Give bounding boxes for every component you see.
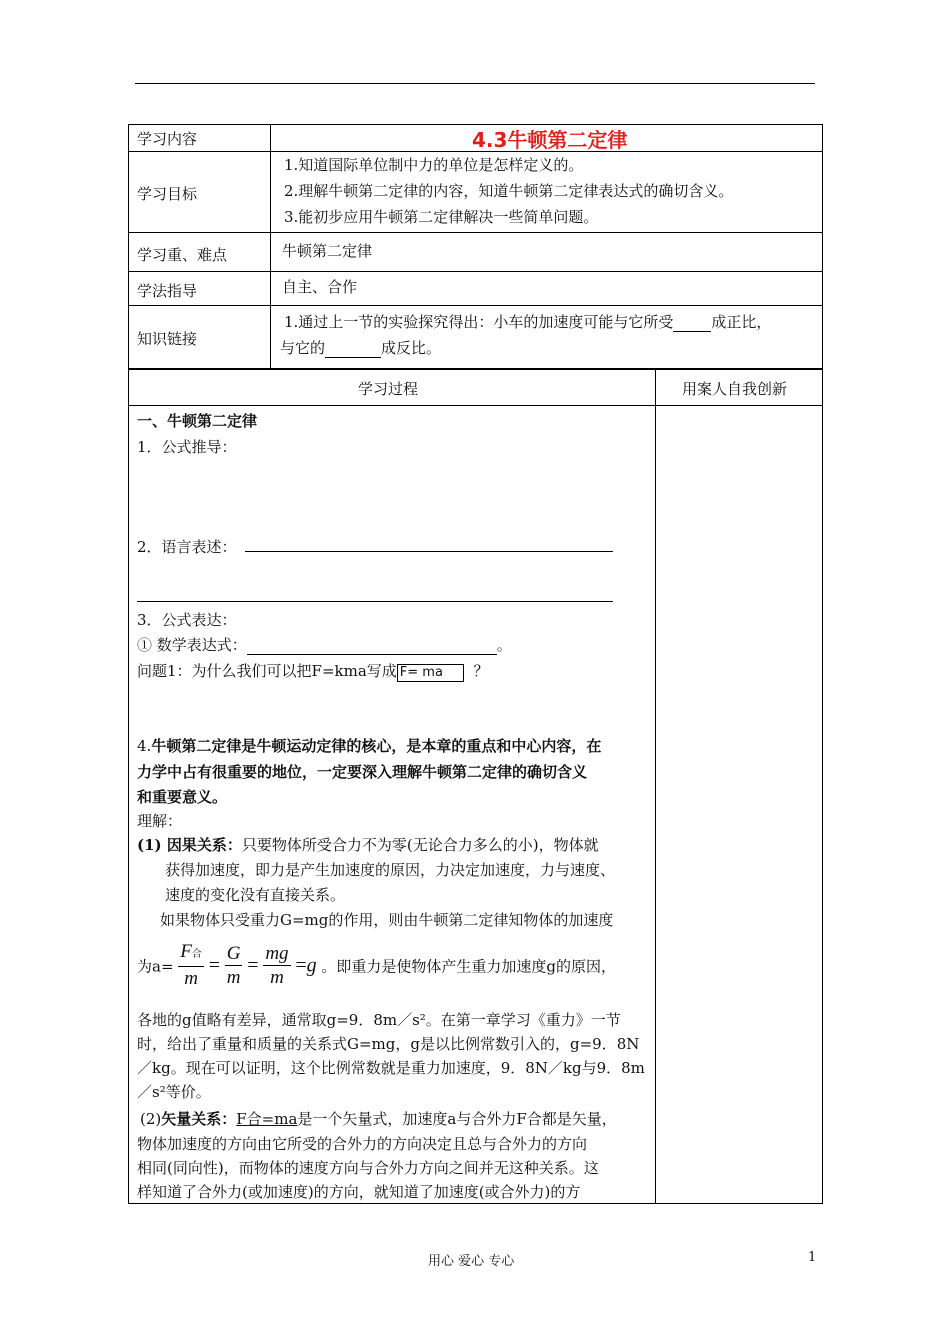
understand-label: 理解： <box>137 812 183 830</box>
vector-text: 是一个矢量式，加速度a与合外力F合都是矢量， <box>297 1110 617 1128</box>
subscript: 合 <box>191 949 202 960</box>
knowledge-link-line1 <box>284 311 771 332</box>
knowledge-text: 与它的 <box>280 339 326 357</box>
fraction-numerator: G <box>226 942 241 964</box>
fraction-F-over-m <box>178 941 204 991</box>
header-rule <box>135 83 815 84</box>
punctuation: 。 <box>496 636 512 654</box>
item-formula: 3．公式表达： <box>137 611 237 629</box>
method-content: 自主、合作 <box>282 278 358 296</box>
process-column-header: 学习过程 <box>358 380 419 398</box>
causal-para-line3: 速度的变化没有直接关系。 <box>165 886 346 904</box>
fraction-G-over-m <box>225 943 243 990</box>
table-divider <box>270 124 271 369</box>
question-text: 问题1：为什么我们可以把F=kma写成 <box>137 662 397 680</box>
item4-line3: 和重要意义。 <box>137 788 228 806</box>
symbol-F: F <box>180 941 192 962</box>
objective-item: 1.知道国际单位制中力的单位是怎样定义的。 <box>284 156 584 174</box>
fraction-denominator: m <box>226 966 241 988</box>
fraction-numerator: mg <box>265 942 289 964</box>
objective-item: 2.理解牛顿第二定律的内容，知道牛顿第二定律表达式的确切含义。 <box>284 182 734 200</box>
fill-blank <box>325 339 381 358</box>
objective-item: 3.能初步应用牛顿第二定律解决一些简单问题。 <box>284 208 599 226</box>
question-1 <box>137 660 488 682</box>
vector-number: (2) <box>140 1110 162 1128</box>
item-verbal-statement: 2．语言表述： <box>137 538 237 556</box>
causal-para-line2: 获得加速度，即力是产生加速度的原因，力决定加速度，力与速度、 <box>165 861 616 879</box>
gravity-para-line7: ／kg。现在可以证明，这个比例常数就是重力加速度，9．8N／kg与9．8m <box>137 1059 645 1077</box>
question-mark: ？ <box>473 662 489 680</box>
fraction-denominator: m <box>184 968 198 989</box>
vector-para-line4: 样知道了合外力(或加速度)的方向，就知道了加速度(或合外力)的方 <box>137 1183 581 1201</box>
item4-prefix: 4. <box>137 737 152 755</box>
vector-para-line2: 物体加速度的方向由它所受的合外力的方向决定且总与合外力的方向 <box>137 1135 588 1153</box>
knowledge-text: 成反比。 <box>381 339 442 357</box>
vector-para-line1 <box>140 1108 617 1129</box>
table-divider <box>128 305 823 306</box>
math-expression-row <box>137 634 512 655</box>
gravity-para-line8: ／s²等价。 <box>137 1083 211 1101</box>
row-label-objectives: 学习目标 <box>137 185 198 203</box>
item4-line2: 力学中占有很重要的地位，一定要深入理解牛顿第二定律的确切含义 <box>137 763 588 781</box>
keypoints-content: 牛顿第二定律 <box>282 242 373 260</box>
page-title: 4.3牛顿第二定律 <box>472 128 628 152</box>
page-number: 1 <box>808 1250 817 1265</box>
vector-label: 矢量关系： <box>161 1110 237 1128</box>
formula-after-text: 。即重力是使物体产生重力加速度g的原因， <box>321 957 617 976</box>
symbol-g: g <box>306 954 317 977</box>
equals-sign: = <box>295 954 307 977</box>
math-expression-label: ① 数学表达式： <box>137 636 247 654</box>
knowledge-text: 成正比， <box>711 313 772 331</box>
answer-line <box>245 551 613 552</box>
fill-blank <box>247 636 497 655</box>
causal-label: (1) 因果关系： <box>137 836 242 854</box>
equals-sign: = <box>247 954 259 977</box>
item4-text: 牛顿第二定律是牛顿运动定律的核心，是本章的重点和中心内容，在 <box>151 737 602 755</box>
fill-blank <box>673 313 711 332</box>
row-label-knowledge-link: 知识链接 <box>137 330 198 348</box>
row-label-keypoints: 学习重、难点 <box>137 246 228 264</box>
vector-formula: F合=ma <box>236 1110 298 1128</box>
answer-line <box>137 601 613 602</box>
fraction-numerator <box>178 941 204 967</box>
row-label-content: 学习内容 <box>137 130 198 148</box>
table-divider <box>128 405 823 406</box>
equals-sign: = <box>208 954 220 977</box>
notes-column-header: 用案人自我创新 <box>682 380 788 398</box>
causal-text: 只要物体所受合力不为零(无论合力多么的小)，物体就 <box>241 836 599 854</box>
table-divider <box>128 271 823 272</box>
item4-line1 <box>137 735 601 756</box>
knowledge-text: 1.通过上一节的实验探究得出：小车的加速度可能与它所受 <box>284 313 674 331</box>
section-heading: 一、牛顿第二定律 <box>137 412 258 430</box>
causal-para-line4: 如果物体只受重力G=mg的作用，则由牛顿第二定律知物体的加速度 <box>160 911 614 929</box>
table-divider <box>655 369 656 1204</box>
footer-text: 用心 爱心 专心 <box>428 1254 515 1269</box>
gravity-formula-row <box>137 941 616 991</box>
formula-prefix: 为a= <box>137 957 174 976</box>
boxed-formula: F= ma <box>397 664 464 682</box>
gravity-para-line6: 时，给出了重量和质量的关系式G=mg，g是以比例常数引入的，g=9．8N <box>137 1035 640 1053</box>
gravity-para-line5: 各地的g值略有差异，通常取g=9．8m／s²。在第一章学习《重力》一节 <box>137 1011 621 1029</box>
knowledge-link-line2 <box>280 337 441 358</box>
row-label-method: 学法指导 <box>137 282 198 300</box>
fraction-mg-over-m <box>263 943 290 990</box>
item-derivation: 1．公式推导： <box>137 438 237 456</box>
process-table <box>128 369 823 1204</box>
table-divider <box>128 232 823 233</box>
causal-para-line1 <box>137 834 599 855</box>
fraction-denominator: m <box>270 966 284 988</box>
vector-para-line3: 相同(同向性)，而物体的速度方向与合外力方向之间并无这种关系。这 <box>137 1159 599 1177</box>
